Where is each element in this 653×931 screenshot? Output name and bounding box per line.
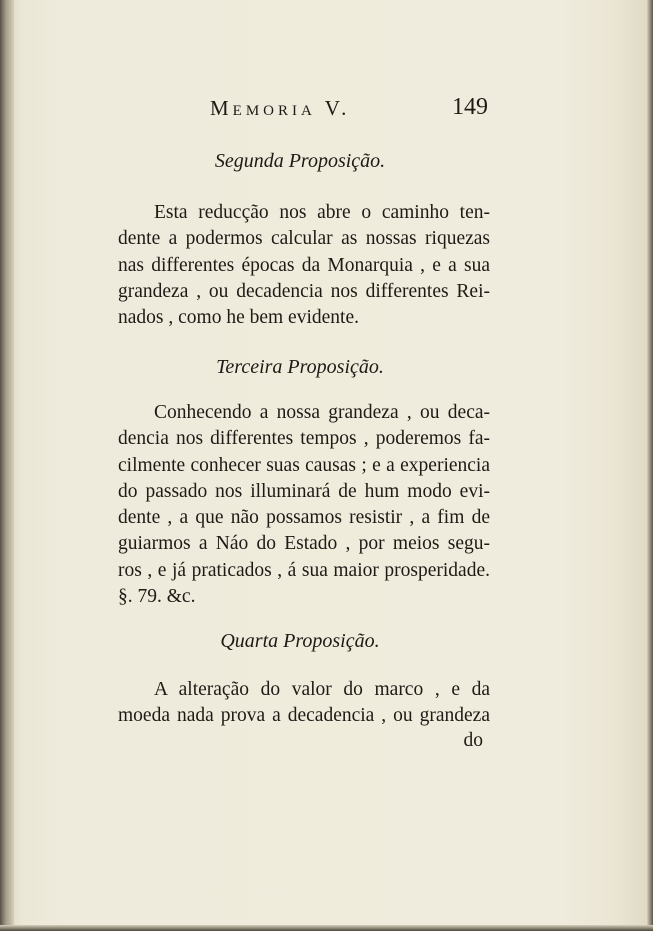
text-line: nas differentes épocas da Monarquia , e a sua — [118, 254, 490, 276]
section-heading-quarta: Quarta Proposição. — [220, 630, 380, 652]
section-heading-terceira: Terceira Proposição. — [216, 356, 384, 378]
page-number: 149 — [452, 94, 488, 120]
text-line: A alteração do valor do marco , e da — [154, 679, 490, 700]
page-edge-bottom — [0, 925, 653, 931]
text-line: Esta reducção nos abre o caminho ten- — [154, 202, 490, 223]
page-edge-right — [647, 0, 653, 931]
text-line: cilmente conhecer suas causas ; e a experiencia — [118, 454, 490, 476]
text-line: dente , a que não possamos resistir , a fim de — [118, 507, 490, 529]
catchword: do — [463, 730, 483, 751]
text-line: nados , como he bem evidente. — [118, 307, 359, 329]
text-line: ros , e já praticados , á sua maior prosperidade. — [118, 559, 490, 581]
text-line: grandeza , ou decadencia nos differentes Rei- — [118, 280, 490, 302]
running-title: Memoria V. — [210, 96, 351, 120]
text-line: guiarmos a Náo do Estado , por meios segu- — [118, 533, 490, 555]
page-header — [210, 94, 500, 124]
text-line: Conhecendo a nossa grandeza , ou deca- — [154, 402, 490, 423]
text-line: moeda nada prova a decadencia , ou grandeza — [118, 705, 490, 727]
text-line: dencia nos differentes tempos , poderemos fa- — [118, 428, 490, 450]
text-line: do passado nos illuminará de hum modo evi- — [118, 480, 490, 502]
text-line: dente a podermos calcular as nossas riquezas — [118, 228, 490, 250]
binding-gutter — [0, 0, 14, 931]
paragraph-segunda — [118, 200, 490, 331]
paragraph-terceira — [118, 400, 490, 610]
text-line: §. 79. &c. — [118, 586, 196, 608]
section-heading-segunda: Segunda Proposição. — [214, 150, 386, 172]
paragraph-quarta — [118, 677, 490, 730]
